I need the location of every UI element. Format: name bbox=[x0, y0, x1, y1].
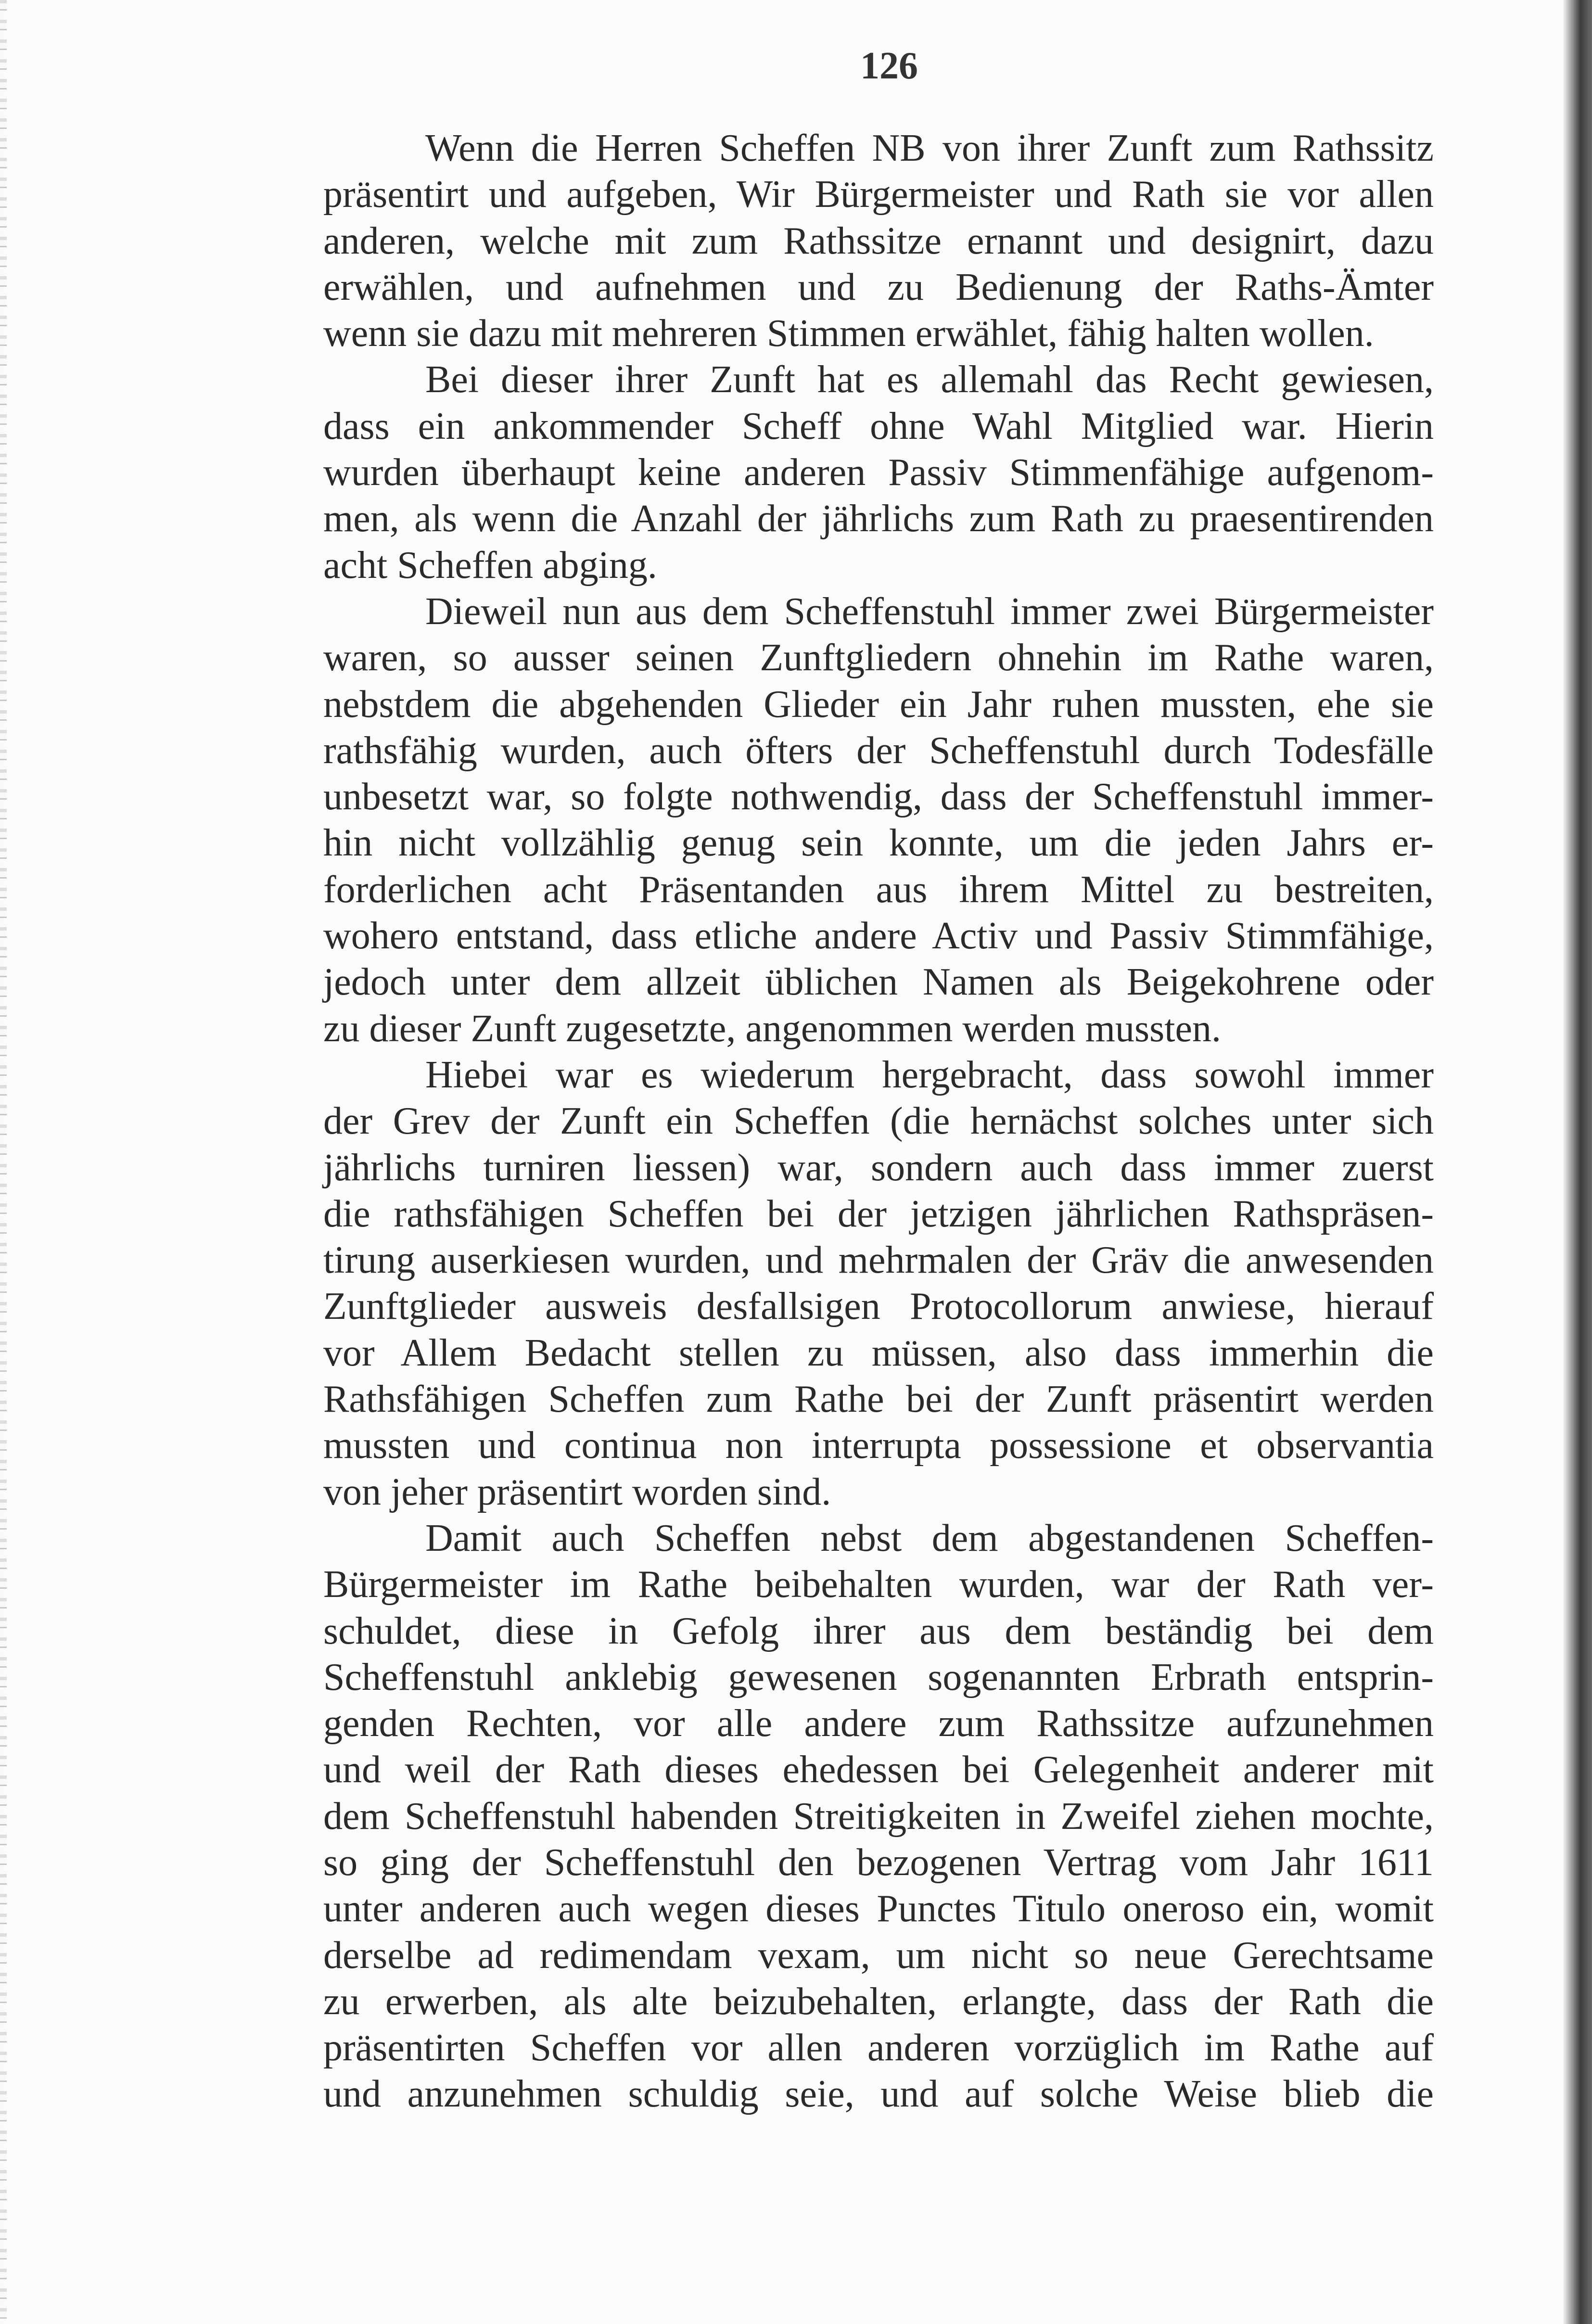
text-line: Scheffenstuhl anklebig gewesenen sogenannten Erbrath entsprin- bbox=[323, 1656, 1434, 1698]
text-line: genden Rechten, vor alle andere zum Rathssitze aufzunehmen bbox=[323, 1702, 1434, 1745]
text-line: und anzunehmen schuldig seie, und auf solche Weise blieb die bbox=[323, 2073, 1434, 2116]
text-line: acht Scheffen abging. bbox=[323, 544, 657, 587]
text-line: wenn sie dazu mit mehreren Stimmen erwählet, fähig halten wollen. bbox=[323, 312, 1374, 355]
scan-right-edge bbox=[1563, 0, 1592, 2324]
text-line: nebstdem die abgehenden Glieder ein Jahr ruhen mussten, ehe sie bbox=[323, 683, 1434, 726]
text-line: anderen, welche mit zum Rathssitze ernannt und designirt, dazu bbox=[323, 219, 1434, 262]
paragraph bbox=[323, 357, 1434, 588]
text-line: präsentirten Scheffen vor allen anderen vorzüglich im Rathe auf bbox=[323, 2027, 1434, 2069]
text-line: Dieweil nun aus dem Scheffenstuhl immer zwei Bürgermeister bbox=[425, 590, 1434, 633]
text-line: rathsfähig wurden, auch öfters der Scheffenstuhl durch Todesfälle bbox=[323, 729, 1434, 772]
text-line: und weil der Rath dieses ehedessen bei Gelegenheit anderer mit bbox=[323, 1749, 1434, 1791]
text-line: dem Scheffenstuhl habenden Streitigkeiten in Zweifel ziehen mochte, bbox=[323, 1795, 1434, 1838]
paragraph bbox=[323, 588, 1434, 1052]
text-line: men, als wenn die Anzahl der jährlichs zum Rath zu praesentirenden bbox=[323, 498, 1434, 540]
text-line: schuldet, diese in Gefolg ihrer aus dem beständig bei dem bbox=[323, 1609, 1434, 1652]
text-line: hin nicht vollzählig genug sein konnte, um die jeden Jahrs er- bbox=[323, 822, 1434, 865]
text-line: Wenn die Herren Scheffen NB von ihrer Zunft zum Rathssitz bbox=[425, 127, 1434, 169]
text-line: die rathsfähigen Scheffen bei der jetzigen jährlichen Rathspräsen- bbox=[323, 1192, 1434, 1235]
text-line: Rathsfähigen Scheffen zum Rathe bei der Zunft präsentirt werden bbox=[323, 1378, 1434, 1421]
text-line: unbesetzt war, so folgte nothwendig, dass der Scheffenstuhl immer- bbox=[323, 776, 1434, 818]
text-line: Hiebei war es wiederum hergebracht, dass sowohl immer bbox=[425, 1053, 1434, 1096]
text-line: mussten und continua non interrupta possessione et observantia bbox=[323, 1424, 1434, 1467]
text-line: so ging der Scheffenstuhl den bezogenen Vertrag vom Jahr 1611 bbox=[323, 1841, 1434, 1884]
text-line: jedoch unter dem allzeit üblichen Namen als Beigekohrene oder bbox=[323, 961, 1434, 1004]
text-line: präsentirt und aufgeben, Wir Bürgermeister und Rath sie vor allen bbox=[323, 173, 1434, 216]
body-text bbox=[323, 125, 1434, 2118]
text-line: waren, so ausser seinen Zunftgliedern ohnehin im Rathe waren, bbox=[323, 637, 1434, 679]
text-line: Damit auch Scheffen nebst dem abgestandenen Scheffen- bbox=[425, 1517, 1434, 1559]
paragraph bbox=[323, 1052, 1434, 1515]
text-line: der Grev der Zunft ein Scheffen (die hernächst solches unter sich bbox=[323, 1100, 1434, 1143]
text-line: zu erwerben, als alte beizubehalten, erlangte, dass der Rath die bbox=[323, 1980, 1434, 2023]
text-line: wurden überhaupt keine anderen Passiv Stimmenfähige aufgenom- bbox=[323, 451, 1434, 494]
paragraph bbox=[323, 125, 1434, 357]
text-line: von jeher präsentirt worden sind. bbox=[323, 1470, 831, 1513]
text-line: dass ein ankommender Scheff ohne Wahl Mitglied war. Hierin bbox=[323, 405, 1434, 447]
text-line: unter anderen auch wegen dieses Punctes Titulo oneroso ein, womit bbox=[323, 1888, 1434, 1930]
paragraph bbox=[323, 1515, 1434, 2118]
scan-left-edge bbox=[0, 0, 7, 2324]
text-line: Zunftglieder ausweis desfallsigen Protocollorum anwiese, hierauf bbox=[323, 1285, 1434, 1328]
text-line: tirung auserkiesen wurden, und mehrmalen der Gräv die anwesenden bbox=[323, 1239, 1434, 1282]
text-line: erwählen, und aufnehmen und zu Bedienung der Raths-Ämter bbox=[323, 266, 1434, 308]
text-line: jährlichs turniren liessen) war, sondern auch dass immer zuerst bbox=[323, 1146, 1434, 1189]
text-line: wohero entstand, dass etliche andere Activ und Passiv Stimmfähige, bbox=[323, 915, 1434, 958]
page-number: 126 bbox=[860, 45, 918, 87]
text-line: derselbe ad redimendam vexam, um nicht so neue Gerechtsame bbox=[323, 1934, 1434, 1977]
text-line: forderlichen acht Präsentanden aus ihrem Mittel zu bestreiten, bbox=[323, 868, 1434, 911]
text-line: Bei dieser ihrer Zunft hat es allemahl das Recht gewiesen, bbox=[425, 358, 1434, 401]
text-line: Bürgermeister im Rathe beibehalten wurden, war der Rath ver- bbox=[323, 1563, 1434, 1606]
text-line: zu dieser Zunft zugesetzte, angenommen werden mussten. bbox=[323, 1007, 1222, 1050]
text-line: vor Allem Bedacht stellen zu müssen, also dass immerhin die bbox=[323, 1331, 1434, 1374]
